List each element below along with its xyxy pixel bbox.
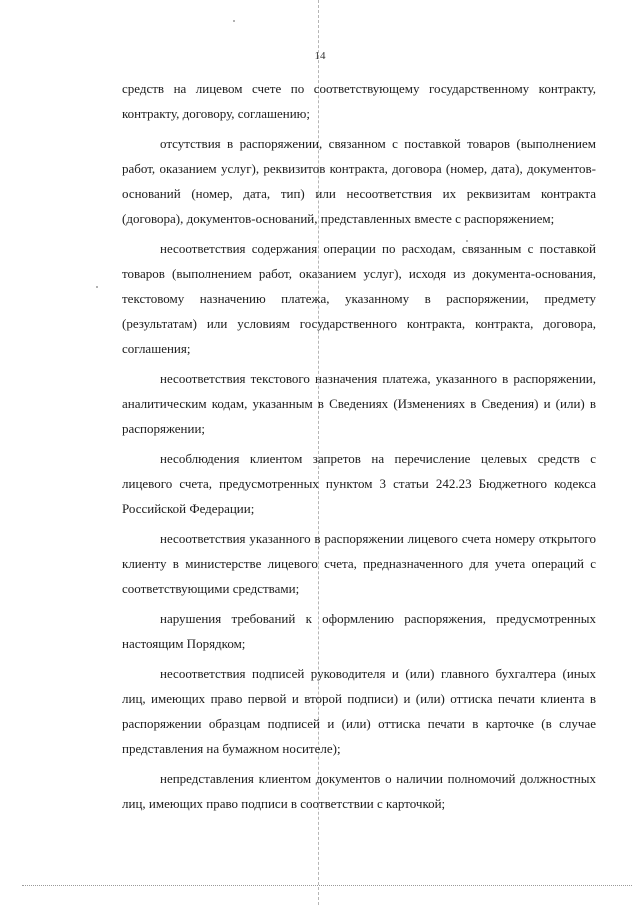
scan-speck: [233, 20, 235, 22]
page-number: 14: [314, 50, 326, 62]
paragraph: нарушения требований к оформлению распоряжения, предусмотренных настоящим Порядком;: [122, 611, 596, 651]
scan-bottom-edge: [22, 885, 632, 886]
paragraph: несоответствия содержания операции по расходам, связанным с поставкой товаров (выполнением работ, оказанием услуг), исходя из документа-основания, текстовому назначению платежа, указанному в распоряжении, предмету (результатам) или условиям государственного контракта, контракта, договора, соглашения;: [122, 241, 596, 356]
paragraph: несоответствия текстового назначения платежа, указанного в распоряжении, аналитическим кодам, указанным в Сведениях (Изменениях в Сведения) и (или) в распоряжении;: [122, 371, 596, 436]
paragraph: непредставления клиентом документов о наличии полномочий должностных лиц, имеющих право подписи в соответствии с карточкой;: [122, 771, 596, 811]
scan-speck: [96, 286, 98, 288]
paragraph: несоблюдения клиентом запретов на перечисление целевых средств с лицевого счета, предусмотренных пунктом 3 статьи 242.23 Бюджетного кодекса Российской Федерации;: [122, 451, 596, 516]
document-body: [122, 76, 596, 821]
paragraph: отсутствия в распоряжении, связанном с поставкой товаров (выполнением работ, оказанием услуг), реквизитов контракта, договора (номер, дата), документов-оснований (номер, дата, тип) или несоответствия их реквизитам контракта (договора), документов-оснований, представленных вместе с распоряжением;: [122, 136, 596, 226]
paragraph: несоответствия указанного в распоряжении лицевого счета номеру открытого клиенту в министерстве лицевого счета, предназначенного для учета операций с соответствующими средствами;: [122, 531, 596, 596]
paragraph: средств на лицевом счете по соответствующему государственному контракту, контракту, договору, соглашению;: [122, 81, 596, 121]
paragraph: несоответствия подписей руководителя и (или) главного бухгалтера (иных лиц, имеющих право первой и второй подписи) и (или) оттиска печати клиента в распоряжении образцам подписей и (или) оттиска печати в карточке (в случае представления на бумажном носителе);: [122, 666, 596, 756]
